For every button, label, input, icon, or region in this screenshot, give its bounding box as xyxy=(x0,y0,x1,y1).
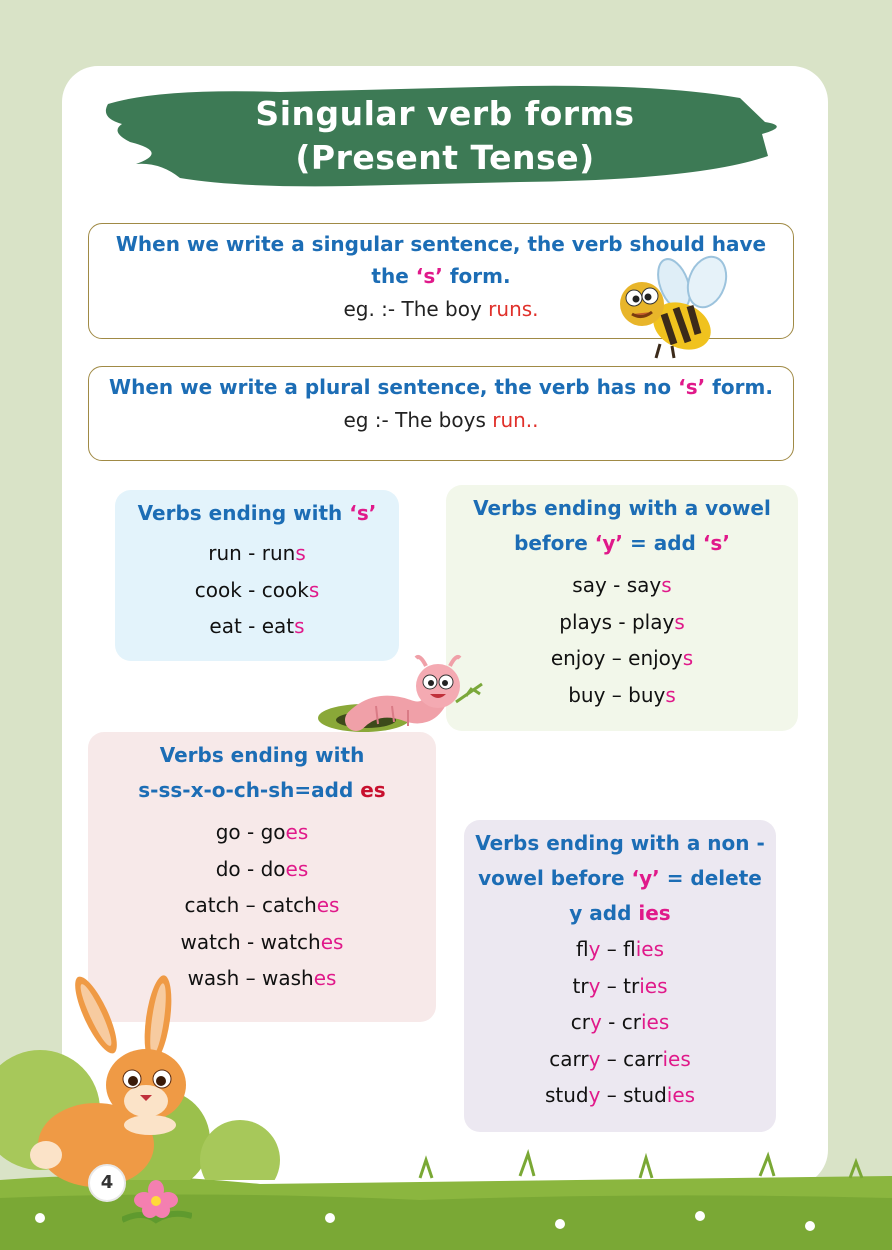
panel-es-heading-1: Verbs ending with xyxy=(159,743,365,767)
heading-highlight: ‘s’ xyxy=(702,531,730,555)
item-base: carr xyxy=(549,1046,589,1071)
flower-icon xyxy=(122,1180,192,1230)
item-suffix: es xyxy=(313,966,337,990)
rule-plural-text: When we write a plural sentence, the verb has no xyxy=(109,375,679,399)
list-item xyxy=(88,851,436,888)
list-item xyxy=(446,640,798,677)
item-suffix: es xyxy=(316,893,340,917)
list-item xyxy=(115,572,399,609)
list-item xyxy=(115,535,399,572)
item-base: eat - eat xyxy=(209,614,295,638)
panel-ies-heading-2 xyxy=(464,861,776,896)
heading-highlight: ‘y’ xyxy=(631,866,660,890)
item-y: y xyxy=(589,1010,602,1034)
title-line-1: Singular verb forms xyxy=(255,94,635,133)
item-base: say - say xyxy=(572,573,662,597)
item-suffix: s xyxy=(295,541,306,565)
heading-highlight: ies xyxy=(638,901,671,925)
item-base: – tr xyxy=(600,973,640,998)
panel-ending-s xyxy=(115,490,399,661)
item-base: run - run xyxy=(208,541,296,565)
heading-text: before xyxy=(514,531,595,555)
item-base: stud xyxy=(544,1083,589,1107)
item-suffix: es xyxy=(285,856,309,881)
heading-highlight: ‘y’ xyxy=(594,531,624,555)
item-base: plays - play xyxy=(559,609,675,634)
heading-text: s-ss-x-o-ch-sh=add xyxy=(138,778,361,802)
list-item xyxy=(464,968,776,1005)
rule-singular-highlight: ‘s’ xyxy=(415,264,443,288)
item-base: fl xyxy=(575,937,589,961)
rule-plural-example xyxy=(89,403,793,437)
worm-icon xyxy=(316,650,486,736)
heading-text: = delete xyxy=(659,866,762,890)
list-item xyxy=(88,924,436,961)
list-item xyxy=(464,1041,776,1078)
item-base: buy – buy xyxy=(568,682,666,707)
item-base: watch - watch xyxy=(180,929,321,954)
item-suffix: s xyxy=(682,646,694,670)
item-suffix: es xyxy=(320,929,344,954)
heading-text: vowel before xyxy=(478,866,632,890)
panel-ies-heading-3 xyxy=(464,896,776,931)
item-base: go - go xyxy=(215,820,286,844)
item-base: catch – catch xyxy=(184,893,317,917)
list-item xyxy=(446,604,798,641)
rule-singular-line1: When we write a singular sentence, the verb should have xyxy=(115,232,767,256)
list-item xyxy=(464,1077,776,1114)
panel-vowel-y-heading-2 xyxy=(446,526,798,561)
rule-plural-box xyxy=(88,366,794,461)
list-item xyxy=(464,931,776,968)
heading-text: Verbs ending with xyxy=(137,501,350,525)
item-suffix: s xyxy=(665,682,676,707)
item-suffix: ies xyxy=(635,937,665,961)
item-base: cook - cook xyxy=(194,577,309,602)
item-suffix: s xyxy=(308,577,320,602)
item-base: – stud xyxy=(600,1083,667,1107)
item-base: enjoy – enjoy xyxy=(550,646,683,670)
item-suffix: ies xyxy=(662,1046,691,1071)
panel-vowel-y xyxy=(446,485,798,731)
list-item xyxy=(115,608,399,645)
panel-vowel-y-heading-1: Verbs ending with a vowel xyxy=(473,496,771,520)
item-suffix: ies xyxy=(639,973,668,998)
heading-text: = add xyxy=(623,531,703,555)
item-suffix: ies xyxy=(666,1083,696,1107)
item-y: y xyxy=(588,1083,601,1107)
item-suffix: es xyxy=(285,820,309,844)
item-base: tr xyxy=(572,973,589,998)
rule-plural-highlight: ‘s’ xyxy=(678,375,706,399)
panel-ending-ies xyxy=(464,820,776,1132)
rule-singular-text: the xyxy=(371,264,416,288)
item-base: – fl xyxy=(600,937,636,961)
list-item xyxy=(88,887,436,924)
item-base: cr xyxy=(570,1010,590,1034)
item-suffix: s xyxy=(674,609,685,634)
heading-text: y add xyxy=(569,901,639,925)
panel-ies-heading-1: Verbs ending with a non - xyxy=(475,831,765,855)
list-item xyxy=(446,567,798,604)
panel-s-heading xyxy=(115,496,399,531)
example-text: eg. :- The boy xyxy=(343,297,489,321)
page-title xyxy=(100,92,790,180)
title-banner xyxy=(100,82,790,192)
item-base: wash – wash xyxy=(187,966,314,990)
item-y: y xyxy=(588,1046,601,1071)
rule-singular-text-end: form. xyxy=(442,264,511,288)
item-base: - cr xyxy=(601,1010,641,1034)
panel-es-heading-2 xyxy=(88,773,436,808)
item-y: y xyxy=(588,937,601,961)
heading-highlight: ‘s’ xyxy=(349,501,377,525)
item-suffix: s xyxy=(294,614,305,638)
item-suffix: ies xyxy=(640,1010,670,1034)
item-suffix: s xyxy=(661,573,672,597)
list-item xyxy=(88,814,436,851)
item-y: y xyxy=(588,973,601,998)
heading-highlight: es xyxy=(360,778,386,802)
item-base: – carr xyxy=(600,1046,663,1071)
page-number: 4 xyxy=(88,1164,126,1202)
item-base: do - do xyxy=(215,856,286,881)
rule-plural-text-end: form. xyxy=(705,375,773,399)
rule-plural-line1 xyxy=(89,371,793,403)
example-highlight: run.. xyxy=(492,408,539,432)
title-line-2: (Present Tense) xyxy=(295,138,595,177)
list-item xyxy=(446,677,798,714)
list-item xyxy=(464,1004,776,1041)
rabbit-icon xyxy=(26,975,196,1195)
bee-icon xyxy=(612,254,742,364)
example-text: eg :- The boys xyxy=(343,408,493,432)
example-highlight: runs. xyxy=(488,297,539,321)
